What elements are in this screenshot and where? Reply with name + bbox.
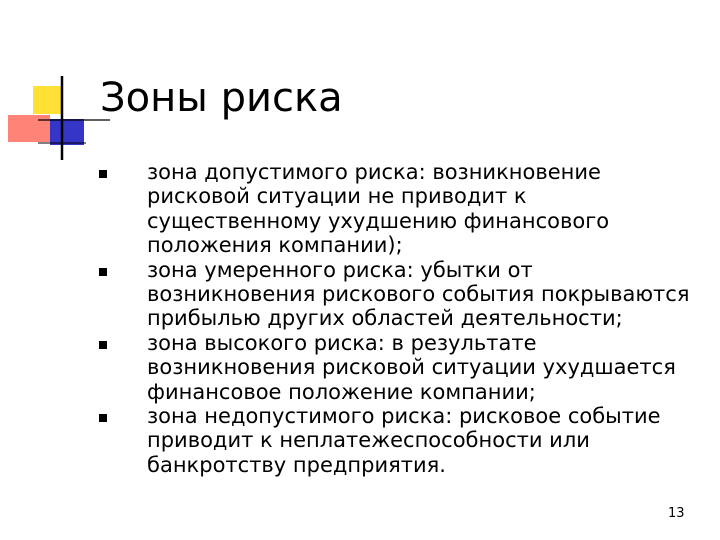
corner-squares-logo-icon [0,0,110,170]
bullet-item [0,258,707,331]
logo-red-square [8,115,50,142]
bullet-text: зона допустимого риска: возникновение рисковой ситуации не приводит к существенному ухудшению финансового положения компании); [147,160,610,258]
square-bullet-icon [99,268,107,276]
bullet-text: зона умеренного риска: убытки от возникновения рискового события покрываются прибылью других областей деятельности; [147,257,690,331]
square-bullet-icon [99,341,107,349]
slide-title: Зоны риска [100,75,343,121]
bullet-item [0,404,707,477]
bullet-item [0,331,707,404]
square-bullet-icon [99,170,107,178]
bullet-item [0,160,707,258]
square-bullet-icon [99,414,107,422]
bullet-text: зона недопустимого риска: рисковое событие приводит к неплатежеспособности или банкротству предприятия. [147,404,661,477]
logo-yellow-square [33,86,61,114]
bullet-list [0,160,720,477]
slide-number: 13 [668,506,685,521]
bullet-text: зона высокого риска: в результате возникновения рисковой ситуации ухудшается финансовое положение компании; [147,330,676,404]
logo-blue-square [50,119,84,145]
